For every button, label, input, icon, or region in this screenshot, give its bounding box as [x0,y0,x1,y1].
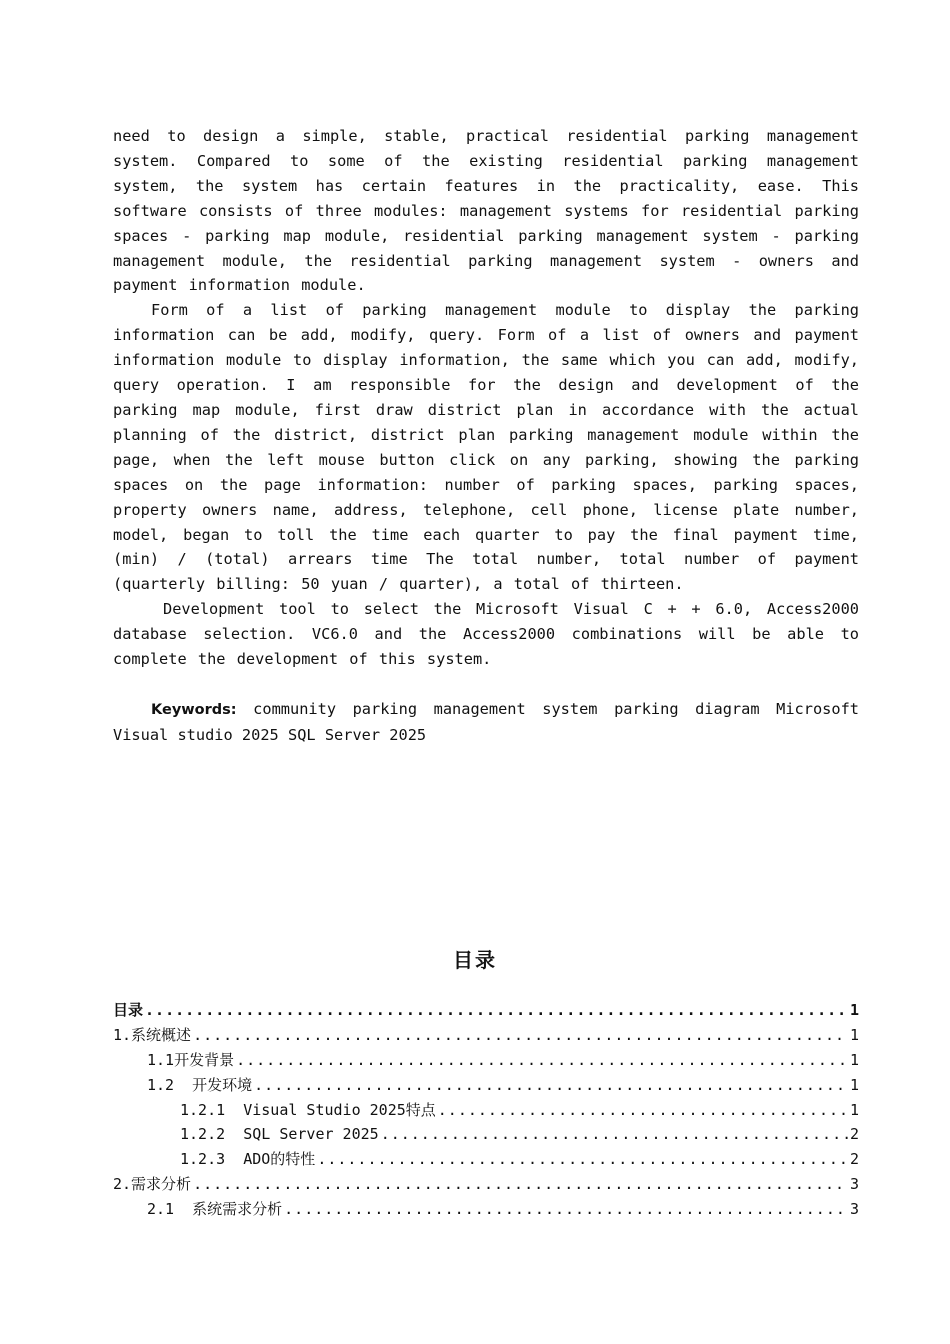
toc-leader-dots [317,1147,848,1172]
toc-entry-page: 2 [849,1150,859,1169]
toc-leader-dots [193,1023,848,1048]
toc-entry-label: 1.1开发背景 [147,1050,235,1069]
toc-leader-dots [193,1172,848,1197]
toc-entry[interactable] [113,1147,859,1172]
toc-entry-label: 1.2.1 Visual Studio 2025特点 [180,1100,436,1119]
keywords-line [113,697,859,748]
toc-entry[interactable] [113,1023,859,1048]
toc-entry[interactable] [113,1172,859,1197]
abstract-paragraph-1: need to design a simple, stable, practical residential parking management system. Compared to some of the existing residential parking management system, the system has certain features in the practicality, ease. This software consists of three modules: management systems for residential parking spaces - parking map module, residential parking management system - parking management module, the residential parking management system - owners and payment information module. [113,127,859,295]
toc-entry[interactable] [113,1122,859,1147]
toc-entry-page: 3 [849,1200,859,1219]
toc-entry-page: 1 [849,1075,859,1094]
toc-leader-dots [145,998,848,1023]
toc-entry[interactable] [113,1197,859,1222]
abstract-paragraph-2: Form of a list of parking management module to display the parking information can be add, modify, query. Form of a list of owners and payment information module to display information, the same which you can add, modify, query operation. I am responsible for the design and development of the parking map module, first draw district plan in accordance with the actual planning of the district, district plan parking management module within the page, when the left mouse button click on any parking, showing the parking spaces on the page information: number of parking spaces, parking spaces, property owners name, address, telephone, cell phone, license plate number, model, began to toll the time each quarter to pay the final payment time, (min) / (total) arrears time The total number, total number of payment (quarterly billing: 50 yuan / quarter), a total of thirteen. [113,301,859,594]
toc-entry-label: 2.需求分析 [113,1175,192,1194]
toc-entry-page: 1 [849,1001,859,1019]
toc-leader-dots [254,1073,848,1098]
toc-entry[interactable] [113,1098,859,1123]
toc-entry-page: 1 [849,1050,859,1069]
toc-leader-dots [236,1048,848,1073]
toc-entry-label: 1.2 开发环境 [147,1075,253,1094]
toc-entry-label: 目录 [113,1001,144,1019]
toc-entry[interactable] [113,998,859,1023]
toc-leader-dots [381,1122,848,1147]
toc-leader-dots [284,1197,848,1222]
toc-entry-page: 3 [849,1175,859,1194]
abstract-section [113,124,859,763]
toc-entry-label: 1.系统概述 [113,1025,192,1044]
toc-entry[interactable] [113,1073,859,1098]
table-of-contents [113,998,859,1222]
toc-title: 目录 [453,948,497,972]
toc-entry-page: 1 [849,1100,859,1119]
keywords-text: community parking management system parking diagram Microsoft Visual studio 2025 SQL Server 2025 [113,699,859,744]
keywords-label: Keywords: [151,701,237,718]
toc-entry-label: 1.2.2 SQL Server 2025 [180,1125,379,1144]
toc-leader-dots [438,1098,848,1123]
toc-entry-label: 1.2.3 ADO的特性 [180,1150,316,1169]
toc-entry[interactable] [113,1048,859,1073]
abstract-paragraph-3: Development tool to select the Microsoft Visual C + + 6.0, Access2000 database selection. VC6.0 and the Access2000 combinations will be able to complete the development of this system. [113,600,859,669]
toc-entry-page: 1 [849,1025,859,1044]
toc-entry-label: 2.1 系统需求分析 [147,1200,283,1219]
toc-entry-page: 2 [849,1125,859,1144]
